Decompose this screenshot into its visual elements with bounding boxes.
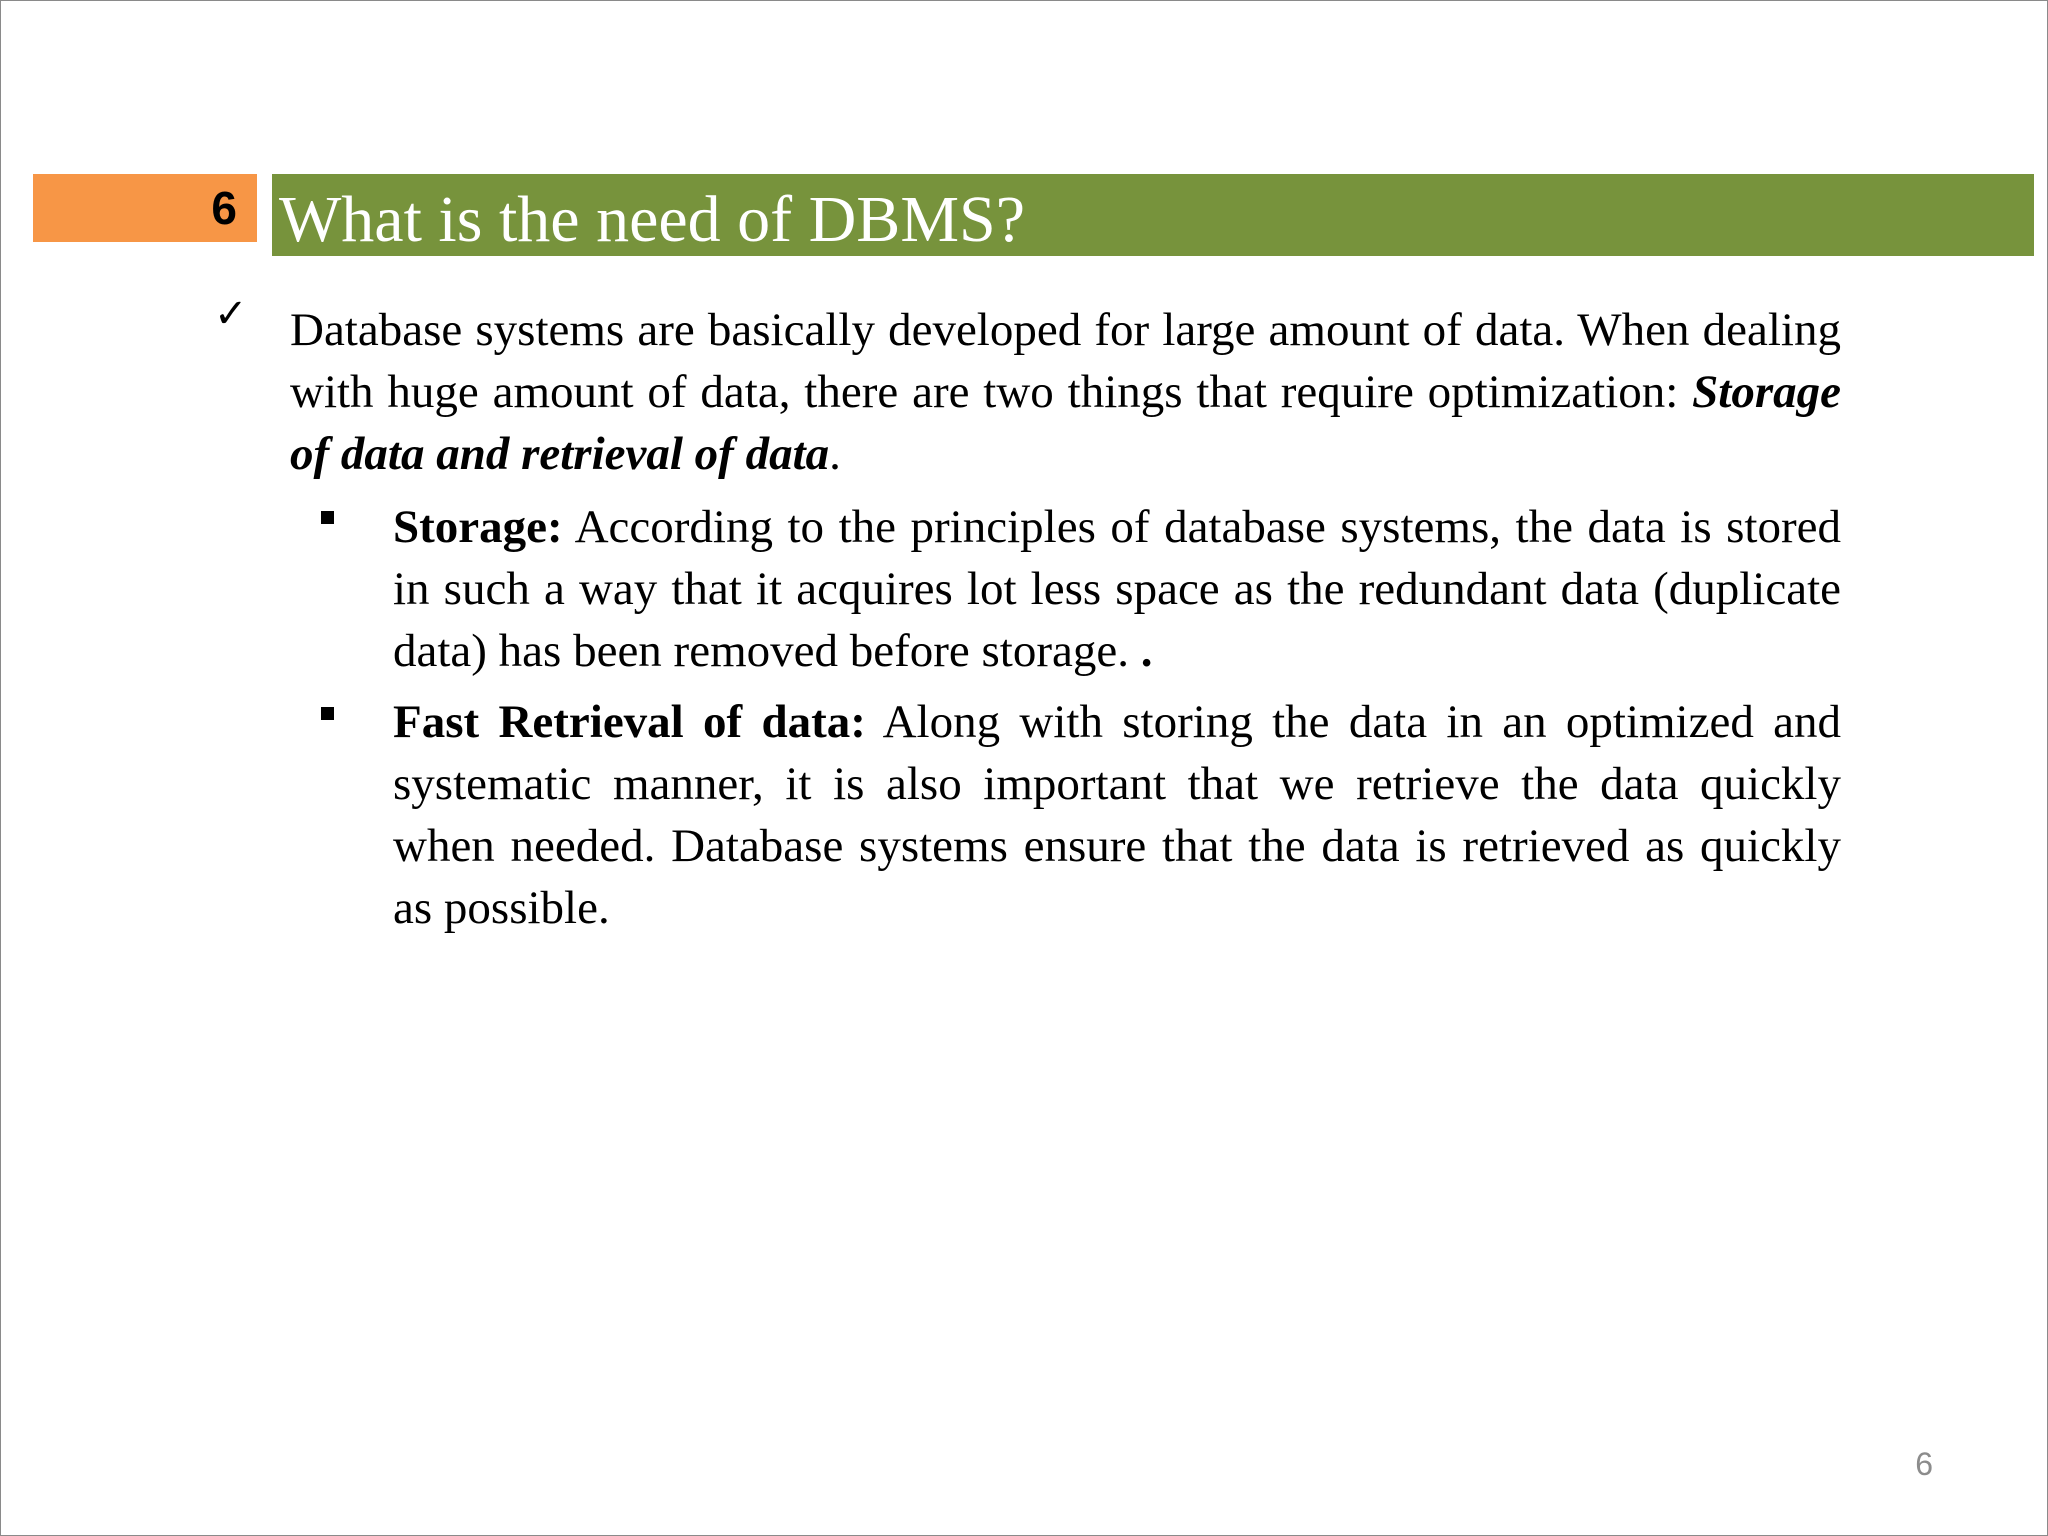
bullet-storage-text: According to the principles of database systems, the data is stored in such a way that it acquires lot less space as the redundant data (duplicate data) has been removed before storage. [393, 501, 1841, 677]
bullet-storage-heading: Storage: [393, 501, 563, 553]
page-number: 6 [1915, 1446, 1933, 1482]
bullet-retrieval-heading: Fast Retrieval of data: [393, 696, 866, 748]
slide-number-badge-label: 6 [211, 182, 237, 234]
slide-title: What is the need of DBMS? [279, 183, 1026, 256]
intro-emphasis: Storage of data and retrieval of data [290, 366, 1841, 480]
slide-number-badge [33, 174, 257, 242]
intro-text: Database systems are basically developed for large amount of data. When dealing with huge amount of data, there are two things that require optimization: [290, 304, 1841, 418]
bullet-storage-trailing: . [1140, 625, 1153, 677]
bullet-retrieval-text: Along with storing the data in an optimized and systematic manner, it is also important that we retrieve the data quickly when needed. Database systems ensure that the data is retrieved as quickly as possible. [393, 696, 1841, 934]
bullet-fast-retrieval [393, 691, 1841, 939]
intro-end: . [829, 428, 841, 480]
checkmark-bullet-icon: ✓ [214, 291, 248, 337]
square-bullet-icon [321, 707, 334, 720]
bullet-storage [393, 496, 1841, 682]
intro-paragraph [290, 299, 1841, 485]
square-bullet-icon [321, 511, 334, 524]
title-bar [272, 174, 2034, 256]
